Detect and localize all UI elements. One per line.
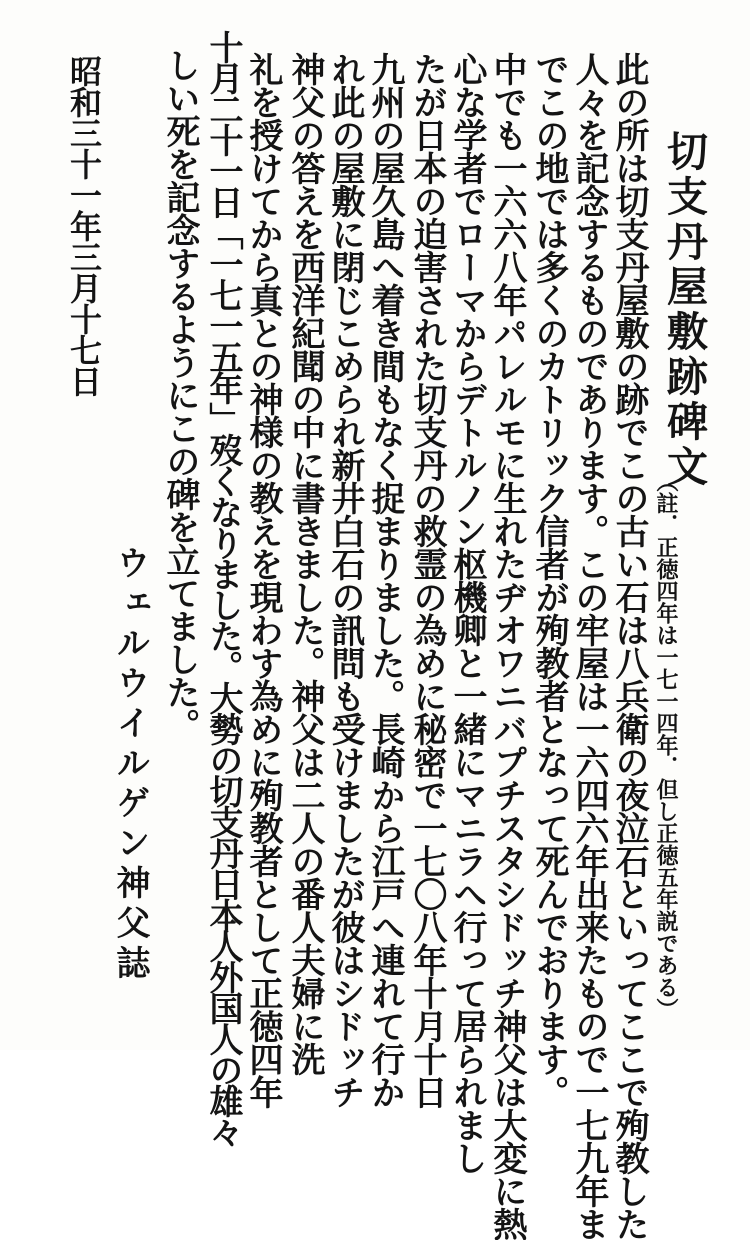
text-line-10: 礼を授けてから真との神様の教えを現わす為めに殉教者として正徳四年 (243, 52, 283, 1108)
text-line-11: 十月二十一日「一七一五年」歿くなりました。大勢の切支丹日本人外国人の雄々 (203, 30, 243, 1146)
text-line-2: 人々を記念するものであります。この牢屋は一六四六年出来たもので一七九年ま (569, 52, 609, 1240)
signature: ウェルウイルゲン神父誌 (110, 545, 150, 985)
text-line-1: 此の所は切支丹屋敷の跡でこの古い石は八兵衛の夜泣石といってここで殉教した (609, 52, 649, 1240)
document-title: 切支丹屋敷跡碑文 (660, 130, 708, 490)
text-line-3: でこの地では多くのカトリック信者が殉教者となって死んでおります。 (529, 52, 569, 1108)
text-line-9: 神父の答えを西洋紀聞の中に書きました。神父は二人の番人夫婦に洗 (285, 52, 325, 1075)
document-date: 昭和三十一年三月十七日 (65, 55, 103, 396)
text-line-5: 心な学者でローマからデトルノン枢機卿と一緒にマニラへ行って居られまし (447, 52, 487, 1174)
text-line-6: たが日本の迫害された切支丹の救霊の為めに秘密で一七〇八年十月十日 (407, 52, 447, 1108)
text-line-7: 九州の屋久島へ着き間もなく捉まりました。長崎から江戸へ連れて行か (365, 52, 405, 1108)
text-line-8: れ此の屋敷に閉じこめられ新井白石の訊問も受けましたが彼はシドッチ (325, 52, 365, 1108)
text-line-12: しい死を記念するようにこの碑を立てました。 (160, 48, 200, 741)
text-line-4: 中でも一六六八年パレルモに生れたヂオワニバプチスタシドッチ神父は大変に熱 (487, 52, 527, 1240)
annotation-note: （註．正徳四年は一七一四年．但し正徳五年説である） (653, 470, 679, 1020)
